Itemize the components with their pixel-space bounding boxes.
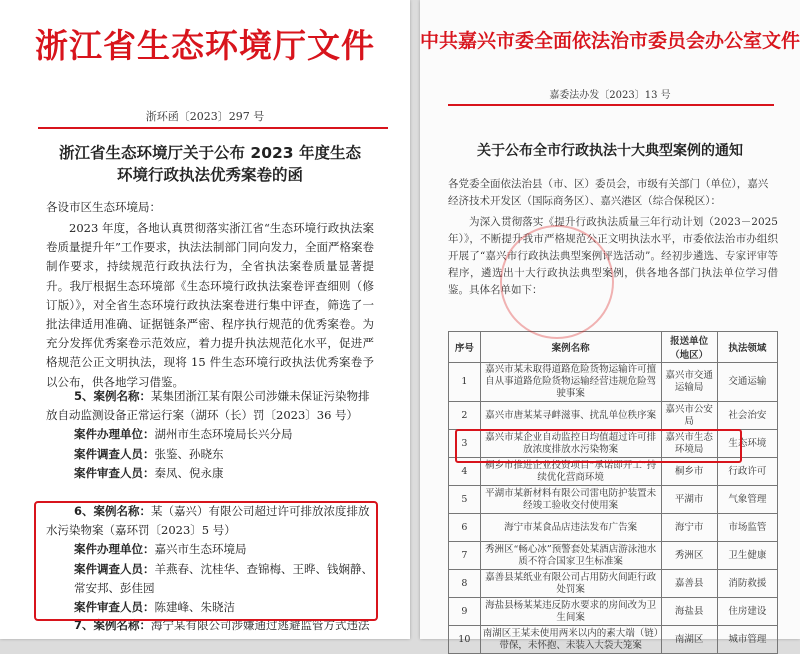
- table-row: [449, 570, 778, 598]
- right-body-paragraph: 为深入贯彻落实《提升行政执法质量三年行动计划（2023－2025 年）》，不断提升我市严格规范公正文明执法水平，市委依法治市办组织开展了“嘉兴市行政执法典型案例评选活动”。经初步遴选、专家评审等程序，遴选出十大行政执法典型案例，供各地各部门执法单位学习借鉴。具体名单如下：: [448, 216, 778, 296]
- cell-field: 住房建设: [717, 598, 777, 626]
- cell-unit: 海盐县: [661, 598, 717, 626]
- table-row: [449, 486, 778, 514]
- cell-no: 8: [449, 570, 481, 598]
- table-row: [449, 514, 778, 542]
- cell-case-name: 海盐县杨某某违反防水要求的房间改为卫生间案: [480, 598, 661, 626]
- cell-case-name: 秀洲区“畅心冰”预警套处某酒店游泳池水质不符合国家卫生标准案: [480, 542, 661, 570]
- cell-unit: 海宁市: [661, 514, 717, 542]
- table-body: [449, 363, 778, 654]
- cell-case-name: 桐乡市推进企业投资项目“承诺即开工”持续优化营商环境: [480, 458, 661, 486]
- header-field: 执法领域: [717, 332, 777, 363]
- cell-no: 1: [449, 363, 481, 402]
- cell-no: 10: [449, 626, 481, 654]
- left-red-rule: [38, 127, 388, 129]
- cell-case-name: 嘉兴市某企业自动监控日均值超过许可排放浓度排放水污染物案: [480, 430, 661, 458]
- case-5-block: [46, 387, 374, 483]
- cell-unit: 桐乡市: [661, 458, 717, 486]
- cell-no: 3: [449, 430, 481, 458]
- case-6-name: 6、案例名称：某（嘉兴）有限公司超过许可排放浓度排放水污染物案（嘉环罚〔2023〕5 号）: [46, 504, 370, 538]
- cell-unit: 平湖市: [661, 486, 717, 514]
- cell-case-name: 平湖市某新材料有限公司雷电防护装置未经竣工验收交付使用案: [480, 486, 661, 514]
- left-red-header: 浙江省生态环境厅文件: [35, 26, 375, 65]
- case-6-investigators: 案件调查人员：羊燕春、沈桂华、查锦梅、王晔、钱娴静、常安邦、彭佳园: [74, 561, 373, 595]
- cell-field: 气象管理: [717, 486, 777, 514]
- cell-field: 城市管理: [717, 626, 777, 654]
- case-5-name: 5、案例名称：某集团浙江某有限公司涉嫌未保证污染物排放自动监测设备正常运行案（湖环（长）罚〔2023〕36 号）: [46, 389, 370, 423]
- cell-field: 交通运输: [717, 363, 777, 402]
- right-red-rule: [448, 104, 774, 106]
- cell-unit: 嘉兴市交通运输局: [661, 363, 717, 402]
- cell-no: 7: [449, 542, 481, 570]
- cell-field: 卫生健康: [717, 542, 777, 570]
- left-main-title-line-1: 浙江省生态环境厅关于公布 2023 年度生态: [59, 144, 361, 162]
- cell-case-name: 嘉兴市某未取得道路危险货物运输许可擅自从事道路危险货物运输经营违规危险驾驶事案: [480, 363, 661, 402]
- cell-no: 6: [449, 514, 481, 542]
- cell-no: 9: [449, 598, 481, 626]
- case-7-name: 7、案例名称：海宁某有限公司涉嫌通过逃避监管方式违法: [74, 618, 370, 632]
- header-case-name: 案例名称: [480, 332, 661, 363]
- case-5-reviewers: 案件审查人员：秦凤、倪永康: [74, 465, 224, 480]
- case-5-investigators: 案件调查人员：张鉴、孙晓东: [74, 446, 224, 461]
- case-6-unit: 案件办理单位：嘉兴市生态环境局: [74, 542, 247, 557]
- case-5-unit: 案件办理单位：湖州市生态环境局长兴分局: [74, 427, 293, 442]
- cell-unit: 秀洲区: [661, 542, 717, 570]
- cell-no: 5: [449, 486, 481, 514]
- table-row: [449, 542, 778, 570]
- cell-unit: 嘉善县: [661, 570, 717, 598]
- header-unit: 报送单位（地区）: [661, 332, 717, 363]
- right-document: [420, 0, 800, 651]
- cell-field: 消防救援: [717, 570, 777, 598]
- cell-unit: 嘉兴市公安局: [661, 402, 717, 430]
- table-row: [449, 402, 778, 430]
- left-body-paragraph: 2023 年度，各地认真贯彻落实浙江省“生态环境行政执法案卷质量提升年”工作要求，执法法制部门同向发力，全面严格案卷制作要求，持续规范行政执法行为，全省执法案卷质量显著提升。我厅根据生态环境部《生态环境行政执法案卷评查细则（修订版）》，对全省生态环境行政执法案卷进行集中评查，筛选了一批法律适用准确、证据链条严密、程序执行规范的优秀案卷。为充分发挥优秀案卷示范效应，着力提升执法规范化水平，促进严格规范公正文明执法，现将 15 件生态环境行政执法优秀案卷予以公布，供各地学习借鉴。: [46, 221, 374, 389]
- left-salutation: 各设市区生态环境局：: [46, 200, 161, 214]
- cell-no: 4: [449, 458, 481, 486]
- header-no: 序号: [449, 332, 481, 363]
- case-6-reviewers: 案件审查人员：陈建峰、朱晓洁: [74, 600, 235, 615]
- table-row: [449, 363, 778, 402]
- cell-field: 行政许可: [717, 458, 777, 486]
- cell-case-name: 嘉兴市唐某某寻衅滋事、扰乱单位秩序案: [480, 402, 661, 430]
- cell-field: 生态环境: [717, 430, 777, 458]
- row-3-highlight-box: [455, 429, 742, 463]
- table-header-row: [449, 332, 778, 363]
- cell-case-name: 海宁市某食品店违法发布广告案: [480, 514, 661, 542]
- red-seal-stamp: [500, 225, 614, 339]
- cell-unit: 嘉兴市生态环境局: [661, 430, 717, 458]
- left-main-title-line-2: 环境行政执法优秀案卷的函: [116, 166, 303, 184]
- cell-no: 2: [449, 402, 481, 430]
- cell-case-name: 南湖区王某未使用两米以内的素大端（链）带保，未怀抱、未装入大袋大笼案: [480, 626, 661, 654]
- cell-field: 市场监管: [717, 514, 777, 542]
- right-main-title: 关于公布全市行政执法十大典型案例的通知: [477, 143, 743, 159]
- table-row: [449, 598, 778, 626]
- cell-case-name: 嘉善县某纸业有限公司占用防火间距行政处罚案: [480, 570, 661, 598]
- typical-cases-table: [448, 331, 778, 654]
- right-red-header: 中共嘉兴市委全面依法治市委员会办公室文件: [420, 30, 800, 52]
- right-salutation: 各党委全面依法治县（市、区）委员会，市级有关部门（单位），嘉兴经济技术开发区（国际商务区）、嘉兴港区（综合保税区）：: [448, 178, 769, 207]
- table-row: [449, 626, 778, 654]
- case-6-highlight-box: [34, 501, 378, 621]
- right-doc-number: 嘉委法办发〔2023〕13 号: [549, 90, 671, 101]
- cell-field: 社会治安: [717, 402, 777, 430]
- left-main-title: [40, 142, 380, 186]
- left-doc-number: 浙环函〔2023〕297 号: [145, 110, 265, 123]
- cell-unit: 南湖区: [661, 626, 717, 654]
